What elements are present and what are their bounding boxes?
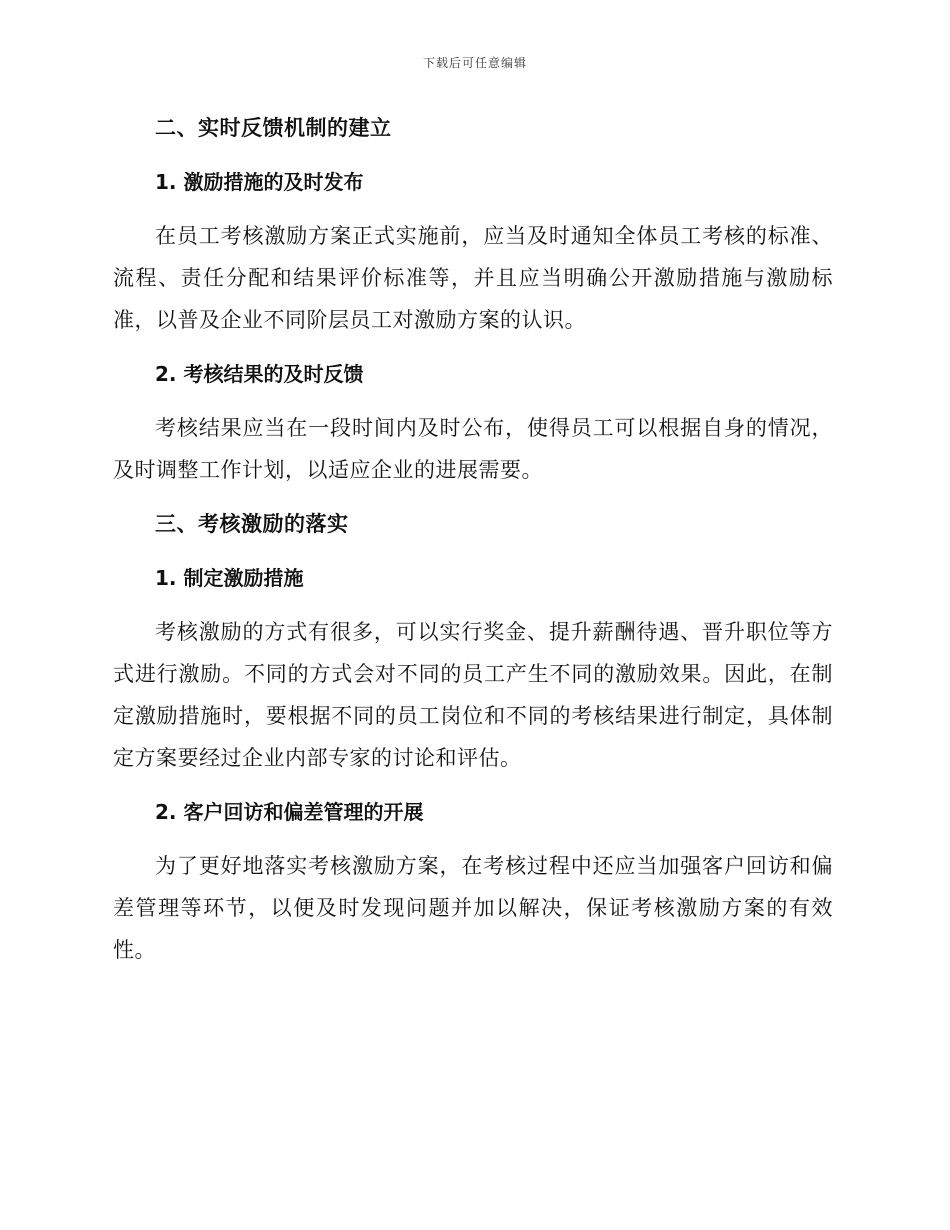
subsection-heading-2-2: 2. 考核结果的及时反馈 bbox=[155, 362, 364, 386]
subsection-heading-3-1: 1. 制定激励措施 bbox=[155, 566, 304, 590]
paragraph-2-2: 考核结果应当在一段时间内及时公布，使得员工可以根据自身的情况，及时调整工作计划，以适应企业的进展需要。 bbox=[113, 416, 833, 482]
section-heading-3: 三、考核激励的落实 bbox=[155, 512, 349, 536]
page-header-note: 下载后可任意编辑 bbox=[422, 56, 527, 70]
document-body bbox=[113, 112, 833, 971]
subsection-heading-2-1: 1. 激励措施的及时发布 bbox=[155, 170, 364, 194]
subsection-heading-3-2: 2. 客户回访和偏差管理的开展 bbox=[155, 800, 424, 824]
paragraph-3-2: 为了更好地落实考核激励方案，在考核过程中还应当加强客户回访和偏差管理等环节，以便及时发现问题并加以解决，保证考核激励方案的有效性。 bbox=[113, 854, 833, 962]
paragraph-3-1: 考核激励的方式有很多，可以实行奖金、提升薪酬待遇、晋升职位等方式进行激励。不同的方式会对不同的员工产生不同的激励效果。因此，在制定激励措施时，要根据不同的员工岗位和不同的考核结果进行制定，具体制定方案要经过企业内部专家的讨论和评估。 bbox=[113, 620, 833, 770]
paragraph-2-1: 在员工考核激励方案正式实施前，应当及时通知全体员工考核的标准、流程、责任分配和结果评价标准等，并且应当明确公开激励措施与激励标准，以普及企业不同阶层员工对激励方案的认识。 bbox=[113, 224, 833, 332]
section-heading-2: 二、实时反馈机制的建立 bbox=[155, 116, 392, 140]
